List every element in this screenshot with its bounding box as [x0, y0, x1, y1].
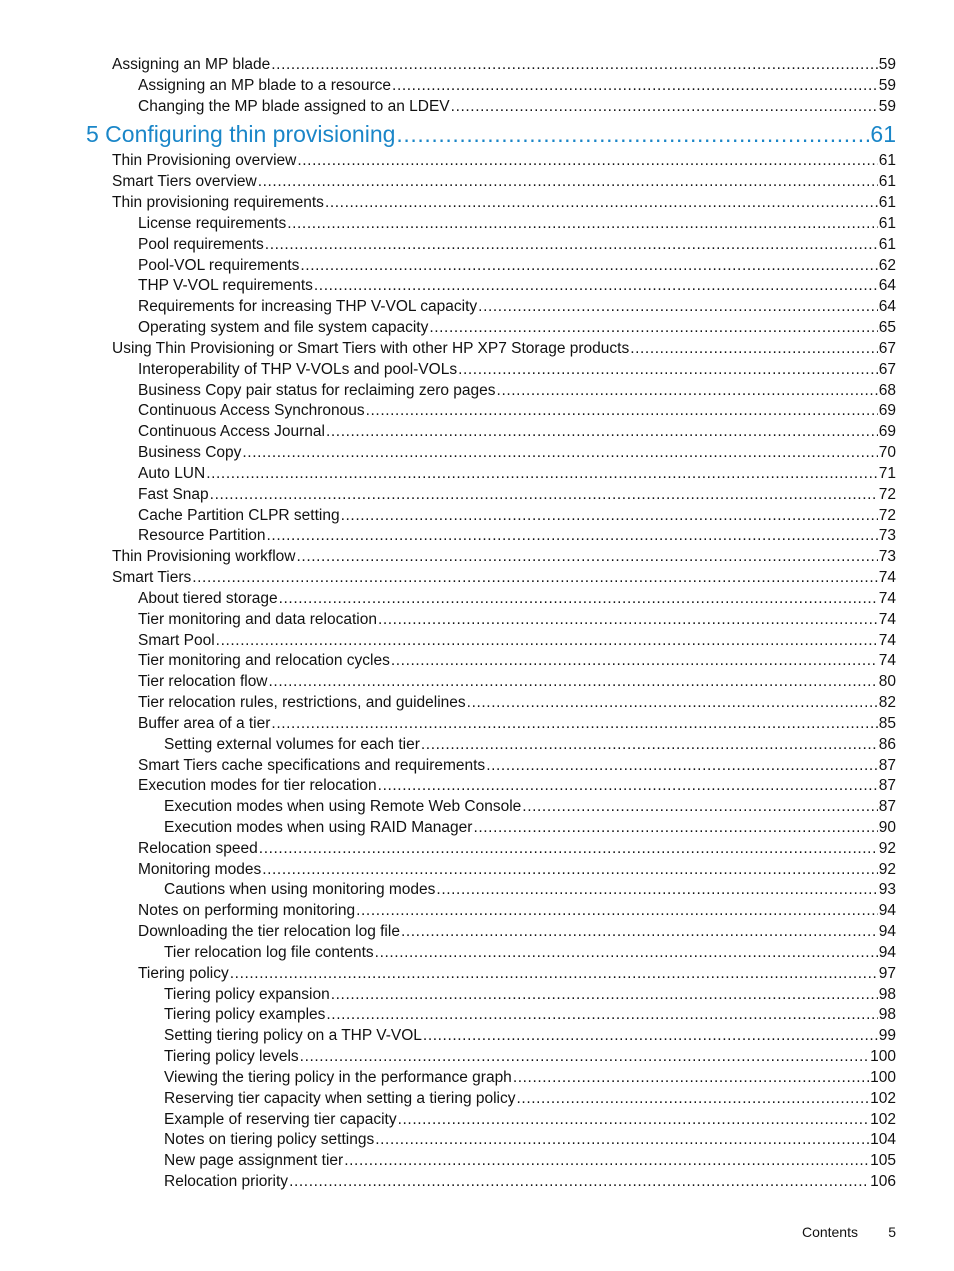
toc-entry-page: 74 [878, 652, 896, 670]
toc-entry-page: 100 [870, 1068, 896, 1086]
toc-entry-title: Tier monitoring and relocation cycles [138, 652, 390, 670]
toc-entry-page: 74 [878, 631, 896, 649]
toc-entry-page: 61 [878, 173, 896, 191]
toc-leader-dots [398, 1110, 870, 1131]
toc-entry[interactable] [0, 1026, 954, 1047]
toc-entry-page: 74 [878, 569, 896, 587]
toc-leader-dots [378, 610, 878, 631]
toc-entry-title: Viewing the tiering policy in the performance graph [164, 1068, 512, 1086]
toc-leader-dots [378, 776, 878, 797]
toc-leader-dots [486, 756, 878, 777]
toc-entry-title: THP V-VOL requirements [138, 277, 313, 295]
toc-entry-page: 61 [878, 214, 896, 232]
toc-entry[interactable] [0, 506, 954, 527]
toc-leader-dots [522, 797, 877, 818]
toc-leader-dots [230, 964, 878, 985]
toc-leader-dots [289, 1172, 869, 1193]
toc-leader-dots [513, 1068, 869, 1089]
toc-leader-dots [267, 526, 878, 547]
toc-leader-dots [392, 76, 878, 97]
toc-leader-dots [326, 1005, 877, 1026]
toc-entry-page: 59 [878, 97, 896, 115]
toc-entry-title: Tier relocation flow [138, 673, 268, 691]
toc-entry[interactable] [0, 1047, 954, 1068]
toc-entry[interactable] [0, 880, 954, 901]
toc-leader-dots [478, 297, 878, 318]
toc-entry-title: Relocation speed [138, 839, 258, 857]
toc-entry[interactable] [0, 360, 954, 381]
toc-leader-dots [300, 256, 877, 277]
toc-entry[interactable] [0, 797, 954, 818]
toc-entry-title: Execution modes when using Remote Web Console [164, 798, 522, 816]
toc-entry-page: 106 [870, 1173, 896, 1191]
toc-entry-title: Tiering policy levels [164, 1048, 299, 1066]
toc-entry-title: Business Copy [138, 444, 242, 462]
toc-entry[interactable] [0, 1130, 954, 1151]
toc-leader-dots [297, 151, 877, 172]
toc-leader-dots [271, 714, 877, 735]
toc-entry[interactable] [0, 735, 954, 756]
toc-entry[interactable] [0, 318, 954, 339]
toc-leader-dots [262, 860, 878, 881]
toc-entry-page: 87 [878, 777, 896, 795]
toc-leader-dots [279, 589, 878, 610]
toc-entry[interactable] [0, 1110, 954, 1131]
toc-leader-dots [375, 1130, 869, 1151]
toc-leader-dots [467, 693, 878, 714]
toc-entry[interactable] [0, 672, 954, 693]
toc-entry[interactable] [0, 381, 954, 402]
toc-entry[interactable] [0, 839, 954, 860]
toc-entry[interactable] [0, 256, 954, 277]
toc-entry-title: Pool-VOL requirements [138, 256, 300, 274]
toc-leader-dots [366, 401, 878, 422]
toc-leader-dots [517, 1089, 870, 1110]
toc-leader-dots [341, 506, 878, 527]
toc-leader-dots [497, 381, 878, 402]
toc-entry-title: Changing the MP blade assigned to an LDEV [138, 97, 450, 115]
toc-entry-page: 80 [878, 673, 896, 691]
toc-entry-title: Continuous Access Synchronous [138, 402, 365, 420]
toc-entry[interactable] [0, 193, 954, 214]
toc-leader-dots [458, 360, 878, 381]
toc-chapter-entry[interactable] [0, 117, 954, 151]
toc-leader-dots [269, 672, 878, 693]
toc-entry-page: 61 [878, 235, 896, 253]
toc-entry-title: Resource Partition [138, 527, 266, 545]
toc-leader-dots [331, 985, 878, 1006]
toc-entry-title: Setting external volumes for each tier [164, 735, 420, 753]
toc-entry-page: 71 [878, 464, 896, 482]
toc-leader-dots [210, 485, 878, 506]
toc-entry-page: 102 [870, 1110, 896, 1128]
toc-entry-title: Example of reserving tier capacity [164, 1110, 397, 1128]
toc-entry-page: 86 [878, 735, 896, 753]
toc-leader-dots [630, 339, 878, 360]
toc-entry[interactable] [0, 631, 954, 652]
toc-entry-page: 67 [878, 360, 896, 378]
toc-entry[interactable] [0, 1068, 954, 1089]
toc-entry-title: Using Thin Provisioning or Smart Tiers with other HP XP7 Storage products [112, 339, 630, 357]
toc-leader-dots [314, 276, 878, 297]
toc-entry[interactable] [0, 985, 954, 1006]
toc-leader-dots [375, 943, 878, 964]
toc-leader-dots [436, 880, 877, 901]
toc-leader-dots [391, 651, 878, 672]
toc-leader-dots [396, 117, 869, 151]
toc-entry-title: Business Copy pair status for reclaiming zero pages [138, 381, 496, 399]
toc-entry-title: Smart Tiers cache specifications and requirements [138, 756, 486, 774]
toc-entry-title: Execution modes for tier relocation [138, 777, 377, 795]
toc-leader-dots [216, 631, 878, 652]
toc-entry[interactable] [0, 97, 954, 118]
toc-entry[interactable] [0, 568, 954, 589]
toc-leader-dots [259, 839, 878, 860]
toc-leader-dots [429, 318, 877, 339]
toc-leader-dots [421, 735, 878, 756]
toc-entry[interactable] [0, 464, 954, 485]
toc-leader-dots [423, 1026, 878, 1047]
toc-entry-title: Execution modes when using RAID Manager [164, 818, 473, 836]
toc-entry[interactable] [0, 276, 954, 297]
toc-leader-dots [325, 193, 878, 214]
toc-entry-page: 64 [878, 298, 896, 316]
toc-entry-title: Smart Tiers overview [112, 173, 257, 191]
footer-page-number: 5 [888, 1224, 896, 1240]
toc-entry-page: 74 [878, 589, 896, 607]
toc-entry-title: Auto LUN [138, 464, 206, 482]
toc-entry[interactable] [0, 1172, 954, 1193]
toc-entry-title: Setting tiering policy on a THP V-VOL [164, 1027, 422, 1045]
toc-entry[interactable] [0, 172, 954, 193]
toc-entry-title: Tiering policy examples [164, 1006, 326, 1024]
toc-entry-page: 99 [878, 1027, 896, 1045]
toc-entry[interactable] [0, 943, 954, 964]
toc-entry-page: 69 [878, 402, 896, 420]
toc-entry-page: 61 [878, 194, 896, 212]
toc-entry-page: 67 [878, 339, 896, 357]
toc-entry[interactable] [0, 922, 954, 943]
toc-leader-dots [473, 818, 877, 839]
toc-entry-title: Tier relocation log file contents [164, 943, 374, 961]
toc-entry[interactable] [0, 860, 954, 881]
toc-entry-page: 104 [870, 1131, 896, 1149]
toc-entry[interactable] [0, 339, 954, 360]
toc-entry-title: Notes on performing monitoring [138, 902, 356, 920]
toc-entry-page: 73 [878, 548, 896, 566]
toc-entry[interactable] [0, 401, 954, 422]
toc-entry-page: 59 [878, 56, 896, 73]
toc-entry-title: Requirements for increasing THP V-VOL capacity [138, 298, 478, 316]
toc-entry-title: Assigning an MP blade [112, 56, 271, 73]
toc-entry-page: 94 [878, 902, 896, 920]
toc-entry[interactable] [0, 214, 954, 235]
toc-entry-page: 98 [878, 985, 896, 1003]
toc-entry-title: Interoperability of THP V-VOLs and pool-VOLs [138, 360, 458, 378]
toc-entry-title: About tiered storage [138, 589, 278, 607]
toc-entry-page: 98 [878, 1006, 896, 1024]
toc-entry-page: 92 [878, 860, 896, 878]
footer-label: Contents [801, 1224, 858, 1240]
toc-leader-dots [287, 214, 878, 235]
toc-entry-title: Assigning an MP blade to a resource [138, 76, 392, 94]
table-of-contents [0, 55, 954, 1193]
toc-entry[interactable] [0, 776, 954, 797]
toc-entry[interactable] [0, 76, 954, 97]
toc-entry-title: Reserving tier capacity when setting a tiering policy [164, 1089, 516, 1107]
toc-entry[interactable] [0, 589, 954, 610]
toc-entry-page: 102 [870, 1089, 896, 1107]
toc-leader-dots [258, 172, 878, 193]
toc-entry-page: 105 [870, 1152, 896, 1170]
toc-leader-dots [265, 235, 878, 256]
toc-entry-title: Smart Tiers [112, 569, 192, 587]
toc-entry[interactable] [0, 151, 954, 172]
toc-entry-title: Monitoring modes [138, 860, 262, 878]
toc-leader-dots [242, 443, 877, 464]
toc-entry-page: 61 [878, 152, 896, 170]
toc-entry-title: Tiering policy [138, 964, 229, 982]
toc-leader-dots [206, 464, 878, 485]
toc-entry-page: 70 [878, 444, 896, 462]
toc-entry[interactable] [0, 756, 954, 777]
toc-entry-title: Cache Partition CLPR setting [138, 506, 340, 524]
toc-entry-page: 64 [878, 277, 896, 295]
toc-entry[interactable] [0, 443, 954, 464]
toc-entry[interactable] [0, 547, 954, 568]
toc-leader-dots [271, 55, 877, 76]
toc-leader-dots [401, 922, 878, 943]
toc-entry[interactable] [0, 526, 954, 547]
toc-entry[interactable] [0, 964, 954, 985]
toc-entry-page: 72 [878, 506, 896, 524]
toc-leader-dots [344, 1151, 869, 1172]
toc-entry-page: 94 [878, 923, 896, 941]
toc-entry[interactable] [0, 297, 954, 318]
toc-entry-title: Cautions when using monitoring modes [164, 881, 436, 899]
toc-entry-page: 87 [878, 798, 896, 816]
toc-entry-page: 82 [878, 694, 896, 712]
toc-entry-title: Thin provisioning requirements [112, 194, 324, 212]
toc-leader-dots [356, 901, 878, 922]
toc-entry-page: 85 [878, 714, 896, 732]
toc-leader-dots [300, 1047, 869, 1068]
toc-leader-dots [326, 422, 878, 443]
toc-entry-page: 97 [878, 964, 896, 982]
toc-entry[interactable] [0, 1005, 954, 1026]
toc-entry-page: 87 [878, 756, 896, 774]
toc-entry-page: 90 [878, 818, 896, 836]
toc-entry-page: 62 [878, 256, 896, 274]
toc-entry[interactable] [0, 651, 954, 672]
toc-entry[interactable] [0, 901, 954, 922]
toc-entry[interactable] [0, 1151, 954, 1172]
toc-entry[interactable] [0, 610, 954, 631]
toc-entry-title: Notes on tiering policy settings [164, 1131, 375, 1149]
toc-entry-title: Smart Pool [138, 631, 215, 649]
toc-entry-title: Thin Provisioning workflow [112, 548, 296, 566]
toc-entry[interactable] [0, 714, 954, 735]
toc-entry-title: Tier monitoring and data relocation [138, 610, 377, 628]
toc-entry-page: 69 [878, 423, 896, 441]
toc-entry-title: Relocation priority [164, 1173, 289, 1191]
toc-entry-title: Fast Snap [138, 485, 209, 503]
toc-entry[interactable] [0, 485, 954, 506]
toc-entry[interactable] [0, 693, 954, 714]
toc-entry[interactable] [0, 422, 954, 443]
toc-entry-title: Buffer area of a tier [138, 714, 271, 732]
toc-entry-page: 65 [878, 319, 896, 337]
toc-entry-title: Pool requirements [138, 235, 264, 253]
toc-entry[interactable] [0, 55, 954, 76]
toc-entry-title: Tiering policy expansion [164, 985, 330, 1003]
toc-entry-page: 100 [870, 1048, 896, 1066]
toc-entry-page: 72 [878, 485, 896, 503]
toc-entry-title: Operating system and file system capacity [138, 319, 429, 337]
toc-entry-title: New page assignment tier [164, 1152, 344, 1170]
toc-entry-page: 68 [878, 381, 896, 399]
toc-entry-page: 94 [878, 943, 896, 961]
toc-entry[interactable] [0, 235, 954, 256]
toc-entry-title: Downloading the tier relocation log file [138, 923, 400, 941]
toc-entry-title: Tier relocation rules, restrictions, and guidelines [138, 694, 466, 712]
toc-entry-title: 5 Configuring thin provisioning [86, 121, 396, 148]
toc-entry-title: Thin Provisioning overview [112, 152, 297, 170]
toc-entry-page: 74 [878, 610, 896, 628]
toc-entry[interactable] [0, 818, 954, 839]
toc-entry-page: 73 [878, 527, 896, 545]
toc-entry[interactable] [0, 1089, 954, 1110]
toc-entry-title: License requirements [138, 214, 287, 232]
toc-leader-dots [297, 547, 878, 568]
toc-entry-page: 93 [878, 881, 896, 899]
toc-entry-page: 61 [870, 121, 896, 148]
toc-entry-title: Continuous Access Journal [138, 423, 325, 441]
toc-entry-page: 92 [878, 839, 896, 857]
toc-entry-page: 59 [878, 76, 896, 94]
toc-leader-dots [192, 568, 878, 589]
toc-leader-dots [451, 97, 878, 118]
